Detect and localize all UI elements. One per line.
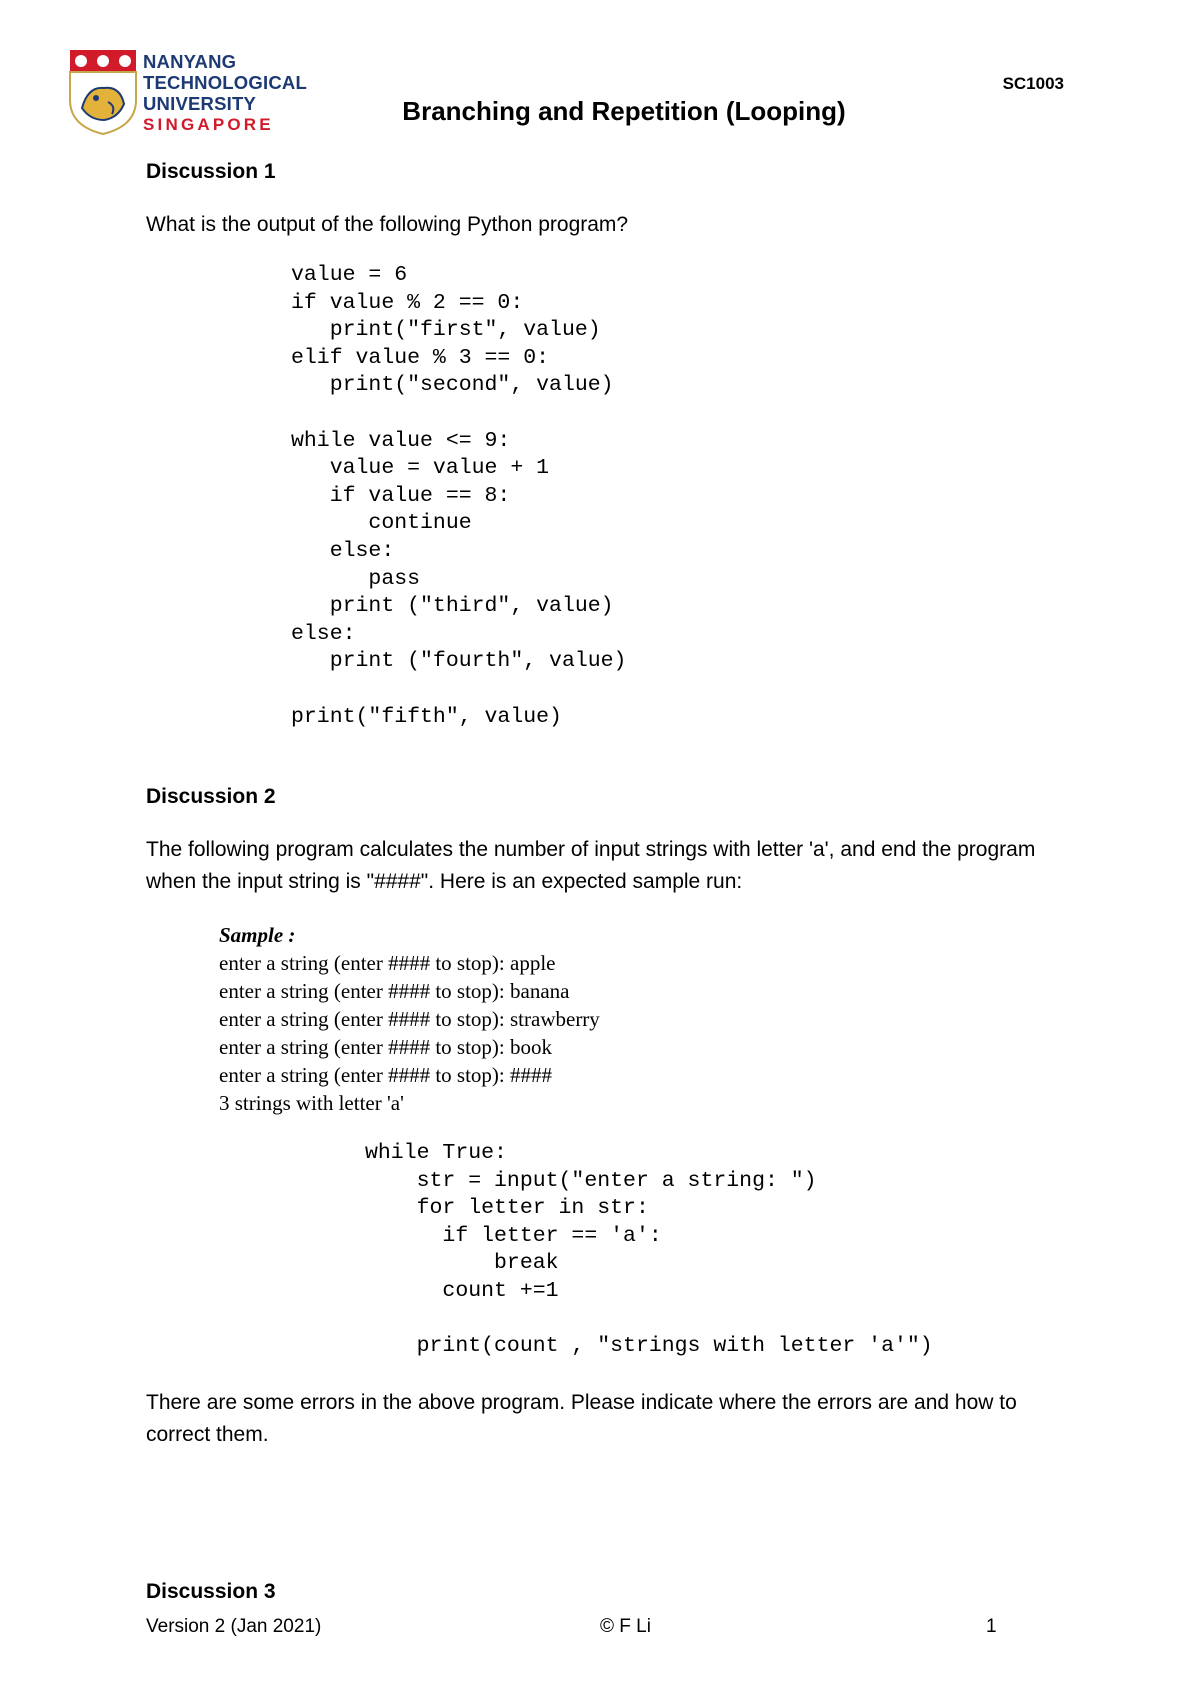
code-line: value = value + 1 <box>291 456 550 481</box>
sample-line: enter a string (enter #### to stop): apple <box>219 951 556 975</box>
sample-line: enter a string (enter #### to stop): banana <box>219 979 570 1003</box>
discussion-1-heading: Discussion 1 <box>146 160 276 183</box>
code-line: count +=1 <box>365 1278 559 1303</box>
code-line: while value <= 9: <box>291 428 511 453</box>
discussion-2-closing: There are some errors in the above program. Please indicate where the errors are and how to correct them. <box>146 1391 1017 1446</box>
code-line: print ("fourth", value) <box>291 649 627 674</box>
discussion-1-code <box>291 262 626 731</box>
code-line <box>291 400 626 428</box>
code-line: continue <box>291 511 472 536</box>
sample-line: enter a string (enter #### to stop): book <box>219 1035 553 1059</box>
code-line: elif value % 3 == 0: <box>291 345 550 370</box>
discussion-1-question: What is the output of the following Python program? <box>146 213 629 236</box>
code-line <box>365 1306 933 1334</box>
code-block <box>291 262 626 731</box>
code-line: print("fifth", value) <box>291 704 562 729</box>
code-line: print ("third", value) <box>291 594 614 619</box>
code-line: pass <box>291 566 421 591</box>
logo-line-1: NANYANG <box>143 51 237 72</box>
code-block <box>365 1140 933 1361</box>
discussion-3-heading: Discussion 3 <box>146 1580 276 1603</box>
code-line: value = 6 <box>291 263 408 287</box>
sample-line: enter a string (enter #### to stop): #### <box>219 1063 553 1087</box>
code-line: else: <box>291 538 395 563</box>
code-line: if value == 8: <box>291 483 511 508</box>
course-code: SC1003 <box>1002 74 1064 93</box>
discussion-2-heading: Discussion 2 <box>146 785 276 808</box>
footer-page-number: 1 <box>986 1616 997 1637</box>
sample-line: enter a string (enter #### to stop): strawberry <box>219 1007 600 1031</box>
code-line: if value % 2 == 0: <box>291 290 524 315</box>
sample-label: Sample : <box>219 923 296 947</box>
discussion-2-intro: The following program calculates the number of input strings with letter 'a', and end the program when the input string is "####". Here is an expected sample run: <box>146 838 1036 893</box>
page-title: Branching and Repetition (Looping) <box>402 96 846 126</box>
logo-line-3: UNIVERSITY <box>143 93 257 114</box>
code-line <box>291 676 626 704</box>
code-line: print(count , "strings with letter 'a'") <box>365 1334 933 1359</box>
sample-line: 3 strings with letter 'a' <box>219 1091 404 1115</box>
code-line: str = input("enter a string: ") <box>365 1168 817 1193</box>
sample-lines <box>219 949 600 1117</box>
logo-line-2: TECHNOLOGICAL <box>143 72 307 93</box>
footer-version: Version 2 (Jan 2021) <box>146 1616 322 1637</box>
code-line: if letter == 'a': <box>365 1223 662 1248</box>
code-line: for letter in str: <box>365 1196 649 1221</box>
code-line: break <box>365 1251 559 1276</box>
code-line: print("first", value) <box>291 318 601 343</box>
logo-line-4: SINGAPORE <box>143 115 274 134</box>
code-line: print("second", value) <box>291 373 614 398</box>
code-line: while True: <box>365 1141 507 1165</box>
discussion-2-code <box>365 1140 933 1361</box>
sample-run <box>219 921 600 1117</box>
footer-copyright: © F Li <box>600 1616 651 1637</box>
code-line: else: <box>291 621 356 646</box>
